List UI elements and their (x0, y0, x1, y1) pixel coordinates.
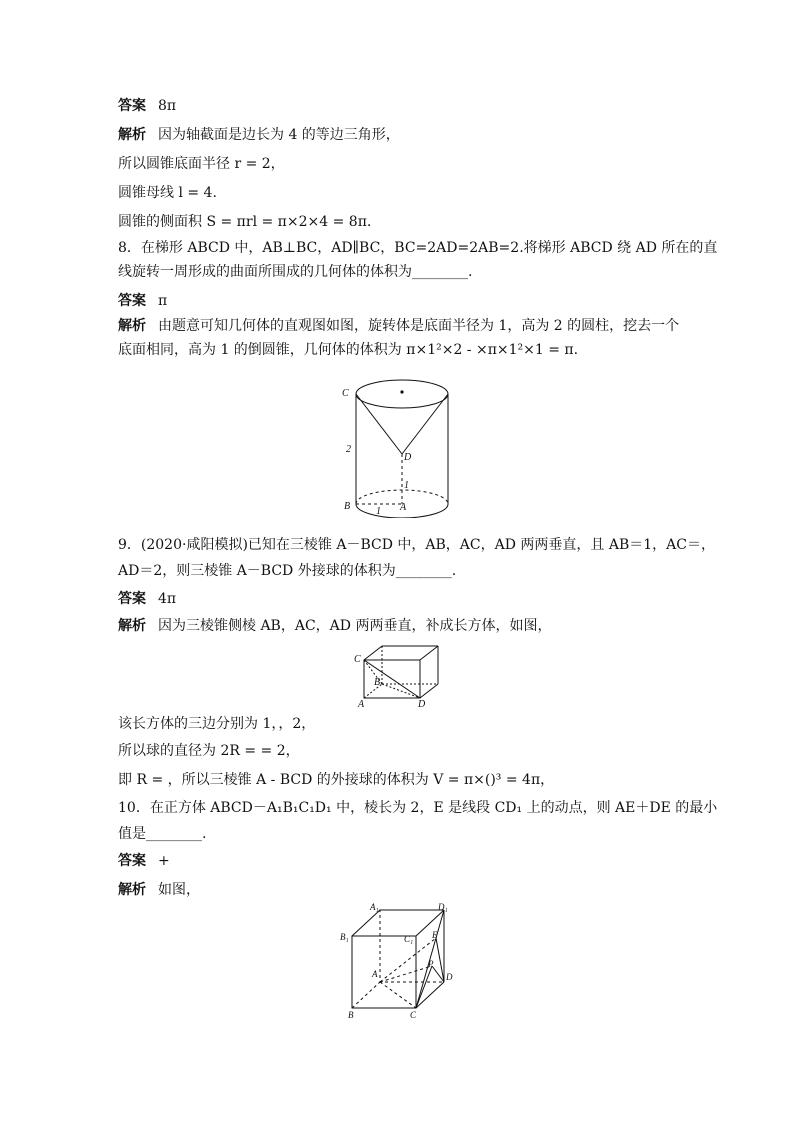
q7-analysis-2: 所以圆锥底面半径 r = 2， (118, 156, 285, 172)
label-c: C (354, 654, 361, 665)
q7-analysis-1 (118, 125, 400, 145)
label-a: A (372, 969, 378, 979)
answer-value: 8π (158, 98, 177, 114)
q9-analysis-1 (118, 616, 551, 636)
label-height-1: 1 (404, 480, 409, 491)
analysis-text: 因为轴截面是边长为 4 的等边三角形， (158, 127, 400, 143)
q7-analysis-3: 圆锥母线 l = 4. (118, 185, 217, 201)
q8-answer (118, 291, 167, 311)
label-d: D (404, 452, 412, 463)
q8-analysis-2: 底面相同，高为 1 的倒圆锥，几何体的体积为 π×1²×2 - ×π×1²×1 = π. (118, 342, 579, 358)
analysis-label: 解析 (118, 618, 146, 634)
label-p: P (428, 959, 434, 969)
q9-answer (118, 589, 176, 609)
label-c: C (410, 1010, 417, 1020)
q10-answer (118, 851, 170, 871)
label-c: C (342, 388, 349, 399)
label-a: A (400, 502, 407, 513)
q9-stem-1: 9．(2020·咸阳模拟)已知在三棱锥 A－BCD 中，AB，AC，AD 两两垂直，且 AB＝1，AC＝， (118, 537, 715, 553)
analysis-text: 由题意可知几何体的直观图如图，旋转体是底面半径为 1，高为 2 的圆柱，挖去一个 (158, 318, 680, 334)
cylinder-cone-figure (336, 372, 468, 518)
answer-label: 答案 (118, 98, 146, 114)
answer-value: + (158, 853, 170, 869)
analysis-label: 解析 (118, 882, 146, 898)
label-a: A (358, 699, 365, 708)
answer-label: 答案 (118, 293, 146, 309)
q9-analysis-2: 该长方体的三边分别为 1，，2， (118, 716, 316, 732)
q9-stem-2: AD＝2，则三棱锥 A－BCD 外接球的体积为________. (118, 563, 457, 579)
q7-analysis-4: 圆锥的侧面积 S = πrl = π×2×4 = 8π. (118, 214, 372, 230)
cuboid-figure (352, 642, 452, 708)
label-a1: A₁ (370, 902, 379, 912)
analysis-label: 解析 (118, 127, 146, 143)
answer-label: 答案 (118, 853, 146, 869)
answer-label: 答案 (118, 591, 146, 607)
q8-stem-2: 线旋转一周形成的曲面所围成的几何体的体积为________. (118, 264, 473, 280)
q7-answer (118, 96, 176, 116)
q8-analysis-1 (118, 316, 679, 336)
analysis-text: 因为三棱锥侧棱 AB，AC，AD 两两垂直，补成长方体，如图， (158, 618, 552, 634)
answer-value: π (158, 293, 168, 309)
analysis-label: 解析 (118, 318, 146, 334)
answer-value: 4π (158, 591, 177, 607)
q9-analysis-3: 所以球的直径为 2R = = 2， (118, 743, 300, 759)
label-d: D (418, 699, 426, 708)
q8-stem-1: 8．在梯形 ABCD 中，AB⊥BC，AD∥BC，BC=2AD=2AB=2.将梯形 ABCD 绕 AD 所在的直 (118, 240, 718, 256)
label-radius-1: 1 (376, 506, 381, 517)
q10-stem-1: 10．在正方体 ABCD－A₁B₁C₁D₁ 中，棱长为 2，E 是线段 CD₁ 上的动点，则 AE＋DE 的最小 (118, 800, 718, 816)
label-d: D (446, 972, 453, 982)
label-b: B (374, 677, 381, 688)
label-b1: B₁ (340, 932, 349, 942)
cube-figure (340, 900, 464, 1024)
label-height-2: 2 (346, 444, 351, 455)
label-e: E (432, 930, 438, 940)
label-b: B (344, 501, 351, 512)
q10-stem-2: 值是________. (118, 826, 207, 842)
q9-analysis-4: 即 R = ，所以三棱锥 A - BCD 的外接球的体积为 V = π×()³ = 4π， (118, 772, 555, 788)
label-c1: C₁ (404, 934, 414, 944)
label-b: B (348, 1010, 354, 1020)
analysis-text: 如图， (158, 882, 200, 898)
q10-analysis-1 (118, 880, 200, 900)
label-d1: D₁ (438, 902, 448, 912)
